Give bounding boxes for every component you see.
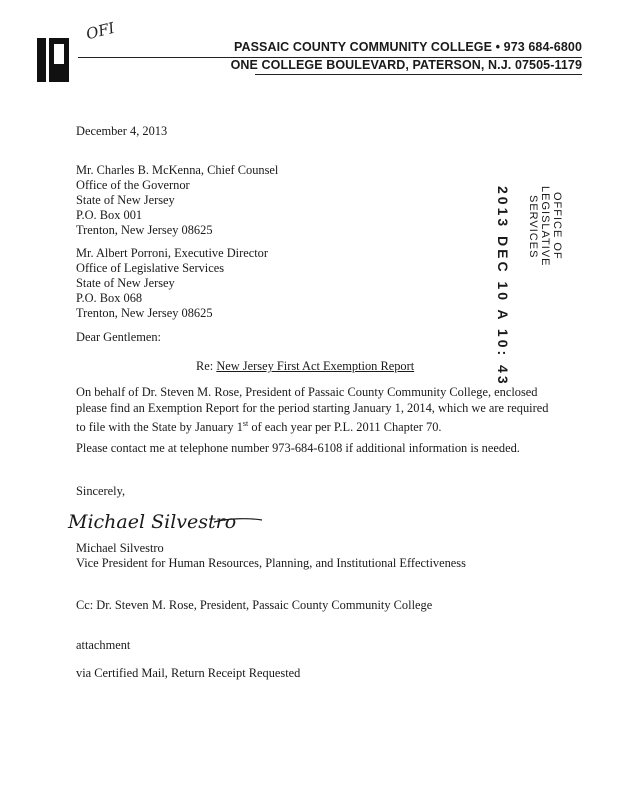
recipient-line: Mr. Charles B. McKenna, Chief Counsel [76, 163, 279, 177]
recipient-block-2 [76, 246, 268, 321]
stamp-office-line: OFFICE OF [551, 192, 563, 261]
svg-text:Michael Silvestro: Michael Silvestro [68, 511, 237, 533]
body-paragraph-1 [76, 385, 549, 436]
recipient-line: Trenton, New Jersey 08625 [76, 223, 213, 237]
body-line: On behalf of Dr. Steven M. Rose, President of Passaic County Community College, enclosed [76, 385, 538, 399]
college-logo [37, 38, 69, 82]
body-line: please find an Exemption Report for the period starting January 1, 2014, which we are required [76, 400, 549, 415]
re-subject: New Jersey First Act Exemption Report [216, 359, 415, 373]
stamp-office-line: LEGISLATIVE [539, 186, 551, 267]
stamp-office-line: SERVICES [527, 194, 539, 258]
cc-line: Cc: Dr. Steven M. Rose, President, Passaic County Community College [76, 598, 433, 612]
letter-date: December 4, 2013 [76, 124, 168, 138]
recipient-block-1 [76, 163, 278, 238]
delivery-method: via Certified Mail, Return Receipt Requested [76, 666, 301, 680]
recipient-line: P.O. Box 068 [76, 291, 143, 305]
signer-name: Michael Silvestro [76, 541, 164, 555]
letterhead-line-2: ONE COLLEGE BOULEVARD, PATERSON, N.J. 07505-1179 [230, 58, 582, 72]
handwritten-signature [64, 504, 264, 540]
received-stamp-office [527, 186, 563, 267]
recipient-line: Office of Legislative Services [76, 261, 225, 275]
body-paragraph-2: Please contact me at telephone number 973-684-6108 if additional information is needed. [76, 441, 520, 455]
recipient-line: Office of the Governor [76, 178, 190, 192]
recipient-line: Trenton, New Jersey 08625 [76, 306, 213, 320]
handwritten-note: OFI [84, 18, 117, 44]
recipient-line: P.O. Box 001 [76, 208, 143, 222]
superscript: st [242, 419, 249, 428]
signer-block [76, 541, 466, 571]
signer-title: Vice President for Human Resources, Planning, and Institutional Effectiveness [76, 556, 466, 570]
re-line [196, 359, 414, 374]
letterhead-rule-bottom [255, 74, 582, 75]
recipient-line: State of New Jersey [76, 276, 175, 290]
body-text: to file with the State by January 1 [76, 420, 243, 435]
letterhead-line-1: PASSAIC COUNTY COMMUNITY COLLEGE • 973 684-6800 [233, 40, 582, 54]
received-stamp-date: 2013 DEC 10 A 10: 43 [495, 186, 511, 387]
re-prefix: Re: [196, 359, 217, 373]
body-text: of each year per P.L. 2011 Chapter 70. [248, 420, 442, 435]
body-line [76, 416, 546, 436]
salutation: Dear Gentlemen: [76, 330, 161, 344]
closing: Sincerely, [76, 484, 126, 498]
recipient-line: State of New Jersey [76, 193, 175, 207]
recipient-line: Mr. Albert Porroni, Executive Director [76, 246, 269, 260]
attachment-note: attachment [76, 638, 131, 652]
